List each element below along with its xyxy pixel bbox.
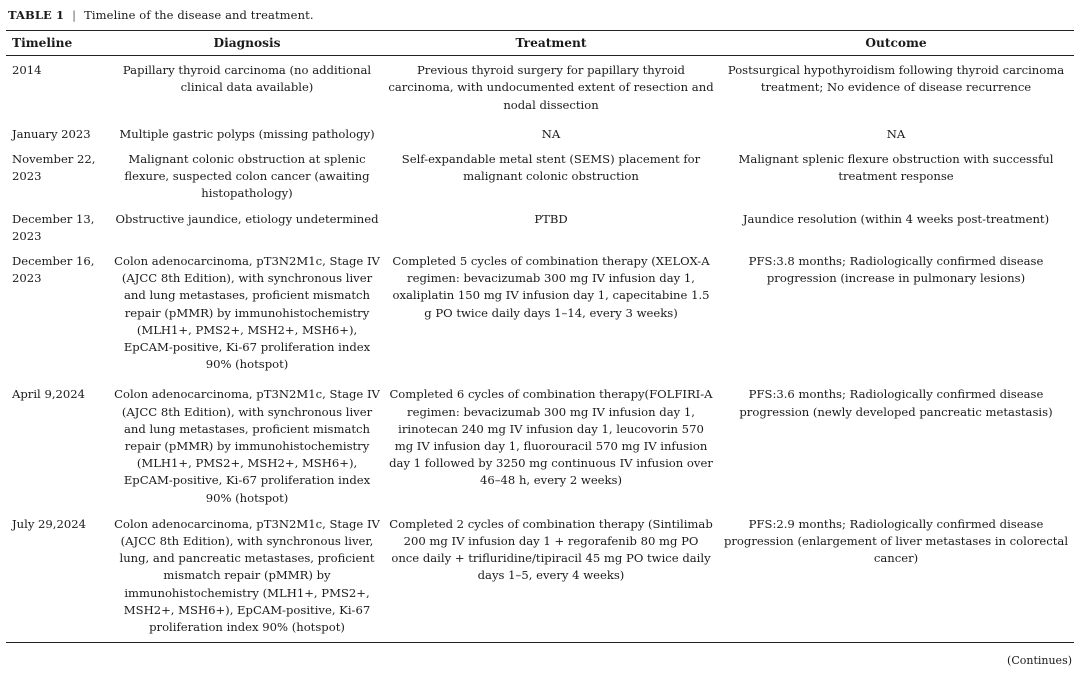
outcome-cell: Postsurgical hypothyroidism following thyroid carcinoma treatment; No evidence of disease recurrence (727, 63, 1065, 95)
treatment-cell: Completed 6 cycles of combination therapy(FOLFIRI-A regimen: bevacizumab 300 mg IV infusion day 1, irinotecan 240 mg IV infusion day 1, leucovorin 570 mg IV infusion day 1, fluorouracil 570 mg IV infusion day 1 followed by 3250 mg continuous IV infusion over 46–48 h, every 2 weeks) (389, 387, 713, 488)
header-diagnosis: Diagnosis (213, 36, 281, 50)
outcome-cell: Malignant splenic flexure obstruction with successful treatment response (738, 152, 1054, 184)
diagnosis-cell: Colon adenocarcinoma, pT3N2M1c, Stage IV (AJCC 8th Edition), with synchronous liver and lung metastases, proficient mismatch repair (pMMR) by immunohistochemistry (MLH1+, PMS2+, MSH2+, MSH6+), EpCAM-positive, Ki-67 proliferation index 90% (hotspot) (114, 387, 380, 505)
header-row (6, 31, 1074, 56)
diagnosis-cell: Malignant colonic obstruction at splenic flexure, suspected colon cancer (awaiting histopathology) (124, 152, 370, 201)
diagnosis-cell: Obstructive jaundice, etiology undetermined (115, 211, 379, 226)
treatment-cell: NA (541, 126, 561, 141)
diagnosis-cell: Colon adenocarcinoma, pT3N2M1c, Stage IV (AJCC 8th Edition), with synchronous liver and lung metastases, proficient mismatch repair (pMMR) by immunohistochemistry (MLH1+, PMS2+, MSH2+, MSH6+), EpCAM-positive, Ki-67 proliferation index 90% (hotspot) (114, 254, 380, 372)
table-row (6, 382, 1074, 511)
timeline-cell: January 2023 (12, 126, 91, 141)
treatment-cell: Previous thyroid surgery for papillary thyroid carcinoma, with undocumented extent of resection and nodal dissection (388, 63, 714, 112)
table-row (6, 147, 1074, 207)
treatment-cell: PTBD (534, 211, 568, 226)
diagnosis-cell: Multiple gastric polyps (missing pathology) (119, 126, 375, 141)
treatment-cell: Completed 2 cycles of combination therapy (Sintilimab 200 mg IV infusion day 1 + regorafenib 80 mg PO once daily + trifluridine/tipiracil 45 mg PO twice daily days 1–5, every 4 weeks) (389, 516, 713, 583)
diagnosis-cell: Colon adenocarcinoma, pT3N2M1c, Stage IV (AJCC 8th Edition), with synchronous liver, lung, and pancreatic metastases, proficient mismatch repair (pMMR) by immunohistochemistry (MLH1+, PMS2+, MSH2+, MSH6+), EpCAM-positive, Ki-67 proliferation index 90% (hotspot) (114, 516, 380, 635)
timeline-cell: July 29,2024 (12, 516, 87, 531)
table-row (6, 207, 1074, 249)
table-row (6, 512, 1074, 643)
table-label: TABLE 1 (8, 8, 65, 22)
outcome-cell: PFS:3.6 months; Radiologically confirmed disease progression (newly developed pancreatic metastasis) (739, 387, 1053, 419)
timeline-cell: November 22, 2023 (12, 152, 96, 184)
outcome-cell: PFS:3.8 months; Radiologically confirmed disease progression (increase in pulmonary lesions) (748, 254, 1044, 286)
outcome-cell: Jaundice resolution (within 4 weeks post-treatment) (742, 211, 1050, 226)
timeline-table-container (6, 30, 1074, 643)
outcome-cell: NA (886, 126, 906, 141)
treatment-cell: Self-expandable metal stent (SEMS) placement for malignant colonic obstruction (401, 152, 701, 184)
diagnosis-cell: Papillary thyroid carcinoma (no additional clinical data available) (122, 63, 372, 95)
header-treatment: Treatment (515, 36, 587, 50)
timeline-cell: December 16, 2023 (12, 254, 95, 286)
treatment-cell: Completed 5 cycles of combination therapy (XELOX-A regimen: bevacizumab 300 mg IV infusion day 1, oxaliplatin 150 mg IV infusion day 1, capecitabine 1.5 g PO twice daily days 1–14, every 3 weeks) (392, 254, 710, 320)
table-body (6, 56, 1074, 643)
continues-note: (Continues) (1007, 654, 1072, 667)
timeline-cell: December 13, 2023 (12, 211, 95, 243)
timeline-cell: 2014 (12, 63, 42, 78)
header-outcome: Outcome (865, 36, 927, 50)
table-header (6, 31, 1074, 56)
table-row (6, 56, 1074, 122)
outcome-cell: PFS:2.9 months; Radiologically confirmed disease progression (enlargement of liver metastases in colorectal cancer) (723, 516, 1069, 566)
header-timeline: Timeline (12, 36, 73, 50)
timeline-table (6, 30, 1074, 643)
table-title: Timeline of the disease and treatment. (84, 8, 314, 22)
caption-separator: | (72, 8, 77, 22)
table-row (6, 122, 1074, 147)
table-row (6, 249, 1074, 382)
table-caption (8, 8, 314, 22)
timeline-cell: April 9,2024 (12, 387, 86, 402)
